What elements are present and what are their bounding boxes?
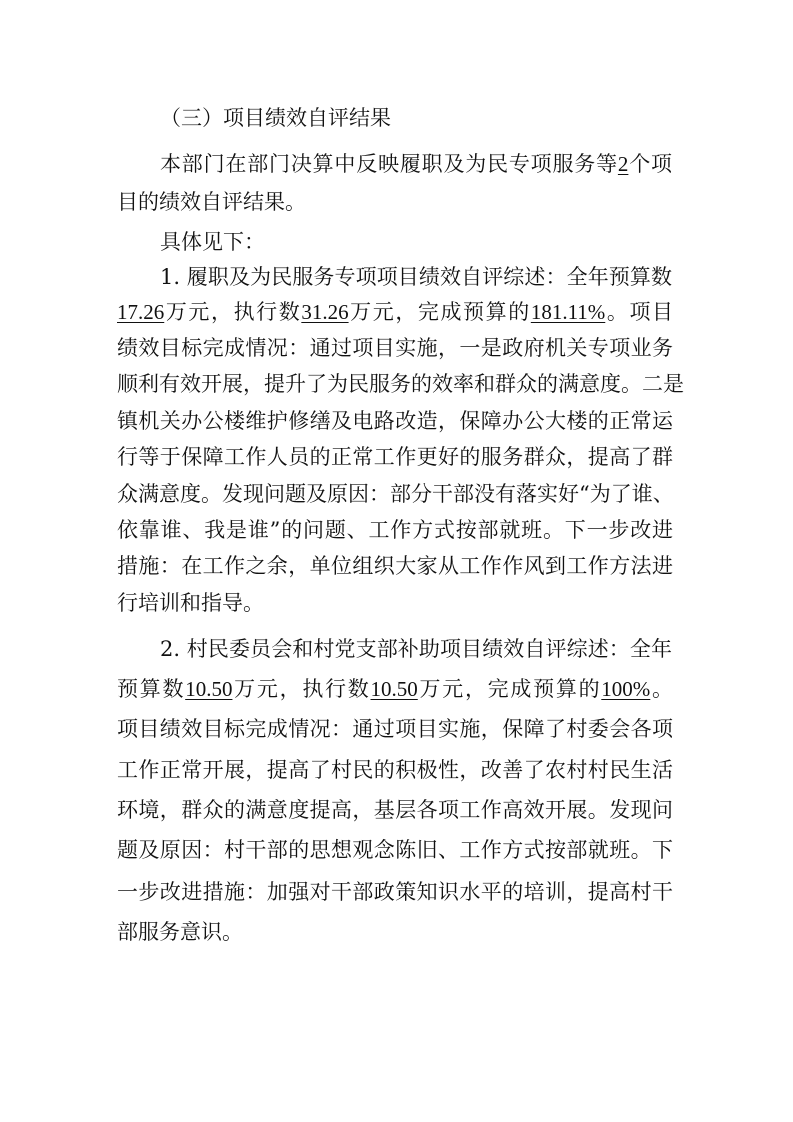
item1-line-6: 行等于保障工作人员的正常工作更好的服务群众，提高了群	[117, 445, 673, 469]
intro-line-2: 目的绩效自评结果。	[117, 190, 306, 214]
item1-line-3: 绩效目标完成情况：通过项目实施，一是政府机关专项业务	[117, 336, 673, 360]
item2-executed: 10.50	[370, 677, 418, 701]
item2-budget: 10.50	[185, 677, 233, 701]
project-count: 2	[617, 152, 629, 176]
item1-line-10: 行培训和指导。	[117, 591, 264, 615]
item2-line-7: 一步改进措施：加强对干部政策知识水平的培训，提高村干	[117, 880, 673, 904]
item1-line-2: 17.26万元，执行数31.26万元，完成预算的181.11%。项目	[117, 300, 674, 324]
item1-line-7: 众满意度。发现问题及原因：部分干部没有落实好“为了谁、	[117, 482, 674, 506]
see-below: 具体见下：	[160, 230, 265, 254]
item1-line-8: 依靠谁、我是谁”的问题、工作方式按部就班。下一步改进	[117, 518, 673, 542]
item2-line-3: 项目绩效目标完成情况：通过项目实施，保障了村委会各项	[117, 717, 673, 741]
item1-line-9: 措施：在工作之余，单位组织大家从工作作风到工作方法进	[117, 554, 673, 578]
item1-line-4: 顺利有效开展，提升了为民服务的效率和群众的满意度。二是	[117, 372, 684, 396]
item2-line-6: 题及原因：村干部的思想观念陈旧、工作方式按部就班。下	[117, 838, 673, 862]
item2-line-8: 部服务意识。	[117, 920, 243, 944]
item2-rate: 100%	[601, 677, 651, 701]
item2-line-1: 2. 村民委员会和村党支部补助项目绩效自评综述：全年	[160, 637, 672, 661]
item1-rate: 181.11%	[530, 300, 606, 324]
item1-budget: 17.26	[117, 300, 165, 324]
item2-line-2: 预算数10.50万元，执行数10.50万元，完成预算的100%。	[117, 677, 674, 701]
item1-line-5: 镇机关办公楼维护修缮及电路改造，保障办公大楼的正常运	[117, 409, 673, 433]
item2-line-5: 环境，群众的满意度提高，基层各项工作高效开展。发现问	[117, 798, 673, 822]
item1-executed: 31.26	[301, 300, 349, 324]
item2-line-4: 工作正常开展，提高了村民的积极性，改善了农村村民生活	[117, 758, 673, 782]
intro-line-1: 本部门在部门决算中反映履职及为民专项服务等2个项	[160, 152, 672, 176]
item1-line-1: 1. 履职及为民服务专项项目绩效自评综述：全年预算数	[160, 265, 672, 289]
section-heading: （三）项目绩效自评结果	[160, 106, 391, 130]
